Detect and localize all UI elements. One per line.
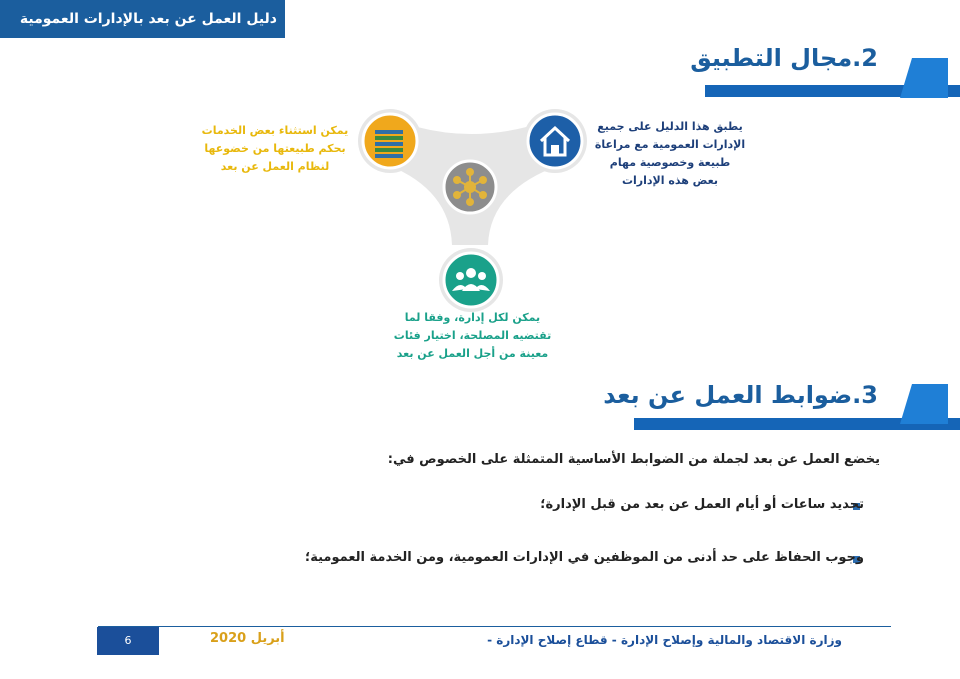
bottom-node-line: يمكن لكل إدارة، وفقا لما	[404, 311, 541, 324]
center-node	[444, 161, 496, 213]
bullet-item: تحديد ساعات أو أيام العمل عن بعد من قبل الإدارة؛	[540, 497, 864, 512]
right-node	[528, 114, 582, 168]
left-node-text	[195, 122, 355, 176]
section3-intro: يخضع العمل عن بعد لجملة من الضوابط الأساسية المتمثلة على الخصوص في:	[387, 452, 880, 467]
right-node-line: يطبق هذا الدليل على جميع	[597, 120, 743, 133]
document-title: دليل العمل عن بعد بالإدارات العمومية	[19, 11, 277, 27]
bullet-item: وجوب الحفاظ على حد أدنى من الموظفين في الإدارات العمومية، ومن الخدمة العمومية؛	[305, 550, 864, 565]
left-node-line: لنظام العمل عن بعد	[220, 160, 330, 173]
left-node	[363, 114, 417, 168]
section3-title: 3.ضوابط العمل عن بعد	[603, 381, 878, 409]
bottom-node-line: معينة من أجل العمل عن بعد	[396, 347, 549, 360]
section2-title: 2.مجال التطبيق	[690, 44, 878, 72]
bottom-node-text	[390, 309, 555, 363]
right-node-line: الإدارات العمومية مع مراعاة	[594, 138, 746, 151]
bottom-node	[444, 253, 498, 307]
footer-date: أبريل 2020	[210, 631, 285, 646]
bottom-node-line: تقتضيه المصلحة، اختيار فئات	[393, 329, 552, 342]
right-node-line: بعض هذه الإدارات	[621, 174, 718, 187]
left-node-line: بحكم طبيعتها من خضوعها	[204, 142, 346, 155]
right-node-line: طبيعة وخصوصية مهام	[609, 156, 731, 169]
left-node-line: يمكن استثناء بعض الخدمات	[201, 124, 349, 137]
footer-ministry: وزارة الاقتصاد والمالية وإصلاح الإدارة - قطاع إصلاح الإدارة -	[487, 633, 842, 647]
right-node-text	[590, 118, 750, 190]
page-number: 6	[97, 627, 159, 655]
footer-divider	[98, 626, 891, 627]
